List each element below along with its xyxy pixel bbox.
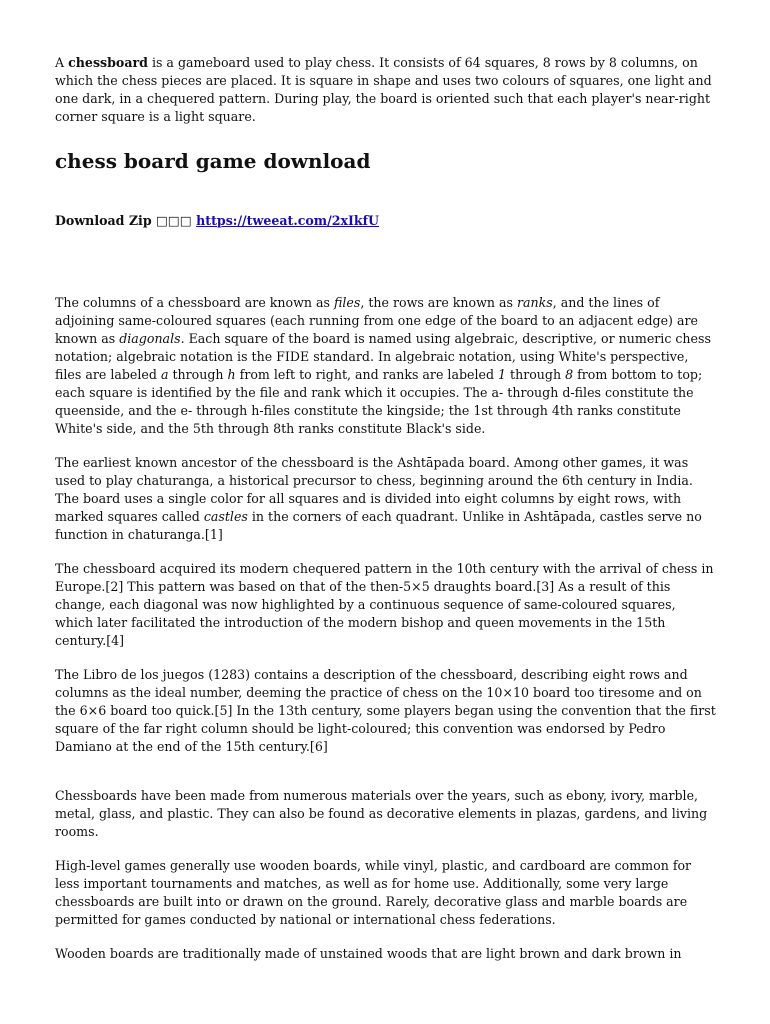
text-span: . Each square of the board is named using algebraic, descriptive, or numeric chess notation; algebraic notation is the FIDE standard. In algebraic notation, using White's perspective, files are labeled xyxy=(55,331,711,382)
paragraph-ashtapada xyxy=(55,454,717,544)
paragraph-materials: Chessboards have been made from numerous materials over the years, such as ebony, ivory, marble, metal, glass, and plastic. They can also be found as decorative elements in plazas, gardens, and living rooms. xyxy=(55,788,708,839)
intro-paragraph xyxy=(55,54,717,126)
text-span: in the corners of each quadrant. Unlike in Ashtāpada, castles serve no function in chaturanga.[1] xyxy=(55,509,702,542)
paragraph-wooden: Wooden boards are traditionally made of unstained woods that are light brown and dark brown in xyxy=(55,946,682,961)
text-span: The columns of a chessboard are known as xyxy=(55,295,334,310)
text-span: The earliest known ancestor of the chessboard is the Ashtāpada board. Among other games, it was used to play chaturanga, a historical precursor to chess, beginning around the 6th century in India. The board uses a single color for all squares and is divided into eight columns by eight rows, with marked squares called xyxy=(55,455,693,524)
intro-rest: is a gameboard used to play chess. It consists of 64 squares, 8 rows by 8 columns, on which the chess pieces are placed. It is square in shape and uses two colours of squares, one light and one dark, in a chequered pattern. During play, the board is oriented such that each player's near-right corner square is a light square. xyxy=(55,55,712,124)
term-a: a xyxy=(160,367,169,382)
term-1: 1 xyxy=(498,367,507,382)
text-span: through xyxy=(168,367,228,382)
term-h: h xyxy=(227,367,236,382)
paragraph-libro: The Libro de los juegos (1283) contains a description of the chessboard, describing eight rows and columns as the ideal number, deeming the practice of chess on the 10×10 board too tiresome and on the 6×6 board too quick.[5] In the 13th century, some players began using the convention that the first square of the far right column should be light-coloured; this convention was endorsed by Pedro Damiano at the end of the 15th century.[6] xyxy=(55,667,716,754)
term-ranks: ranks xyxy=(517,295,553,310)
download-label: Download Zip xyxy=(55,213,157,228)
text-span: through xyxy=(506,367,566,382)
paragraph-chequered: The chessboard acquired its modern chequered pattern in the 10th century with the arrival of chess in Europe.[2] This pattern was based on that of the then-5×5 draughts board.[3] As a result of this change, each diagonal was now highlighted by a continuous sequence of same-coloured squares, which later facilitated the introduction of the modern bishop and queen movements in the 15th century.[4] xyxy=(55,561,714,648)
paragraph-high-level: High-level games generally use wooden boards, while vinyl, plastic, and cardboard are common for less important tournaments and matches, as well as for home use. Additionally, some very large chessboards are built into or drawn on the ground. Rarely, decorative glass and marble boards are permitted for games conducted by national or international chess federations. xyxy=(55,858,692,927)
intro-bold-term: chessboard xyxy=(68,55,148,70)
download-link[interactable]: https://tweeat.com/2xIkfU xyxy=(196,213,379,228)
text-span: , the rows are known as xyxy=(360,295,517,310)
paragraph-columns xyxy=(55,294,717,438)
term-diagonals: diagonals xyxy=(119,331,181,346)
text-span: from left to right, and ranks are labeled xyxy=(235,367,499,382)
intro-lead: A xyxy=(55,55,69,70)
term-castles: castles xyxy=(203,509,248,524)
download-glyphs: □□□ xyxy=(156,213,192,228)
page-title: chess board game download xyxy=(55,149,371,173)
download-line xyxy=(55,212,717,230)
text-span: from bottom to top; each square is identified by the file and rank which it occupies. The a- through d-files constitute the queenside, and the e- through h-files constitute the kingside; the 1st through 4th ranks constitute White's side, and the 5th through 8th ranks constitute Black's side. xyxy=(55,367,703,436)
article xyxy=(55,54,717,963)
text-span: , and the lines of adjoining same-coloured squares (each running from one edge of the board to an adjacent edge) are known as xyxy=(55,295,698,346)
term-files: files xyxy=(333,295,361,310)
term-8: 8 xyxy=(565,367,574,382)
